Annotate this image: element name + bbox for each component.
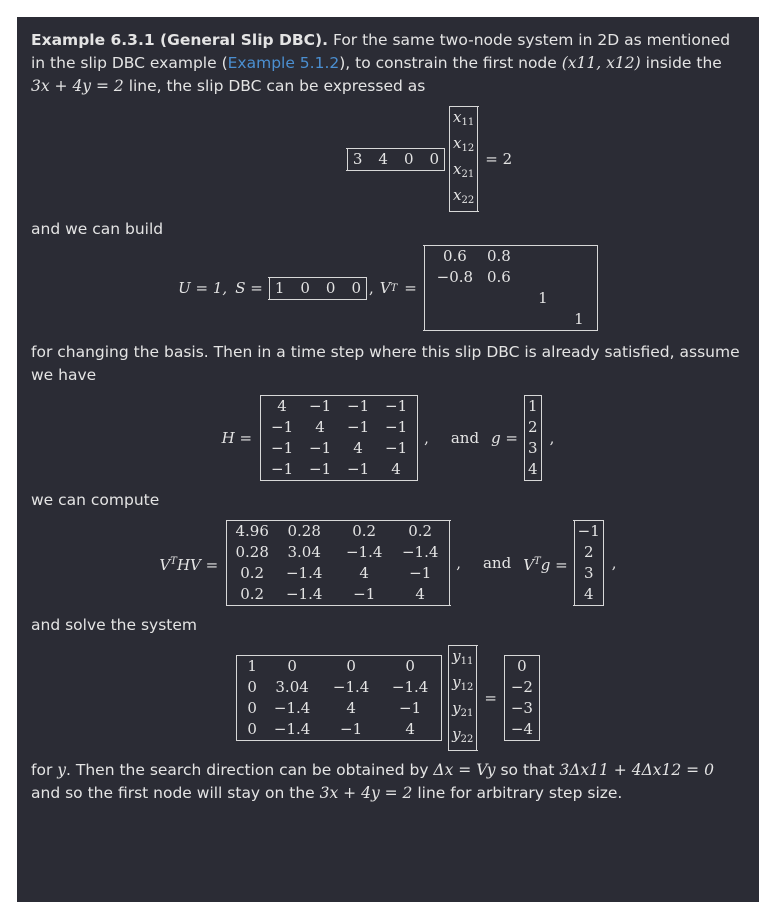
matrix-cell: −1.4 — [332, 678, 370, 696]
equation-rhs: = 2 — [485, 149, 513, 168]
matrix-cell: 0 — [287, 657, 297, 675]
solve-paragraph: and solve the system — [31, 616, 197, 634]
hessian-gradient-equation — [31, 395, 745, 481]
constraint-increment-equation: 3Δx11 + 4Δx12 = 0 — [559, 761, 714, 779]
vector-cell: $y_{22}$ — [452, 725, 474, 745]
vtg-label — [523, 550, 567, 577]
x-vector — [449, 106, 478, 212]
matrix-cell: 4 — [277, 397, 287, 415]
vthv-matrix — [226, 520, 450, 606]
basis-equation — [31, 245, 745, 331]
vector-cell: 2 — [528, 418, 538, 436]
matrix-cell — [567, 267, 591, 288]
and-text: and — [450, 428, 480, 447]
matrix-cell: 0 — [429, 149, 440, 168]
matrix-cell: −1 — [399, 699, 422, 717]
vtg-sup: T — [534, 555, 541, 567]
text-fragment: so that — [495, 761, 560, 779]
matrix-cell: 0.2 — [240, 564, 265, 582]
vector-cell: −4 — [510, 720, 533, 738]
matrix-cell: −0.8 — [436, 268, 474, 286]
rhs-vector — [504, 655, 540, 741]
example-link[interactable]: Example 5.1.2 — [227, 54, 340, 72]
matrix-cell: 0 — [247, 720, 257, 738]
text-fragment: inside the — [640, 54, 722, 72]
vector-cell: 2 — [583, 543, 594, 561]
text-fragment: and so the first node will stay on the — [31, 784, 320, 802]
matrix-cell: −1 — [385, 397, 408, 415]
matrix-cell — [567, 288, 591, 309]
matrix-cell: 0 — [325, 278, 336, 297]
matrix-cell: 1 — [574, 310, 584, 328]
text-fragment: ), to constrain the first node — [339, 54, 562, 72]
matrix-cell: −1 — [309, 439, 332, 457]
matrix-cell: −1.4 — [401, 543, 439, 561]
line-equation: 3x + 4y = 2 — [319, 784, 413, 802]
matrix-cell — [431, 288, 479, 309]
vector-cell: 3 — [583, 564, 594, 582]
matrix-cell: 4 — [359, 564, 369, 582]
matrix-cell: 0.6 — [442, 247, 467, 265]
matrix-cell: 3.04 — [287, 543, 321, 561]
matrix-cell: 0 — [403, 149, 414, 168]
s-label: S = — [235, 278, 263, 297]
matrix-cell: −1 — [271, 460, 294, 478]
text-fragment: . Then the search direction can be obtained by — [66, 761, 434, 779]
vt-sup: T — [390, 282, 398, 294]
vector-cell: $x_{12}$ — [453, 134, 475, 154]
u-definition: U = 1, — [178, 278, 228, 297]
matrix-cell: 0.2 — [240, 585, 265, 603]
matrix-cell: −1.4 — [285, 585, 323, 603]
matrix-cell: −1 — [385, 439, 408, 457]
matrix-cell — [431, 309, 479, 330]
matrix-cell: −1.4 — [285, 564, 323, 582]
matrix-cell: −1 — [271, 439, 294, 457]
comma: , — [611, 553, 617, 572]
compute-paragraph: we can compute — [31, 491, 160, 509]
vector-cell: −2 — [510, 678, 533, 696]
comma: , — [369, 278, 374, 297]
example-heading: Example 6.3.1 (General Slip DBC). — [31, 31, 329, 49]
line-equation: 3x + 4y = 2 — [31, 77, 124, 95]
comma: , — [456, 553, 461, 572]
h-label: H = — [221, 428, 253, 447]
matrix-cell: −1 — [385, 418, 408, 436]
text-fragment: for — [31, 761, 58, 779]
matrix-cell: 3 — [352, 149, 363, 168]
transformed-system-equation — [31, 520, 745, 606]
vthv-sup: T — [170, 555, 177, 567]
matrix-cell: 0 — [405, 657, 415, 675]
matrix-cell: 0 — [351, 278, 361, 297]
matrix-cell: 1 — [274, 278, 285, 297]
matrix-cell: 4 — [353, 439, 363, 457]
linear-system-equation — [31, 645, 745, 751]
vt-equals: = — [404, 278, 417, 297]
basis-paragraph: for changing the basis. Then in a time step where this slip DBC is already satisfied, assume we have — [31, 343, 740, 384]
matrix-cell: 0.2 — [408, 522, 433, 540]
vector-cell: $x_{22}$ — [453, 186, 475, 206]
matrix-cell: 0 — [247, 699, 257, 717]
vector-cell: $y_{11}$ — [452, 647, 474, 667]
text-fragment: line, the slip DBC can be expressed as — [123, 77, 426, 95]
matrix-cell: −1.4 — [273, 720, 311, 738]
example-card — [17, 17, 759, 902]
h-matrix — [260, 395, 418, 481]
matrix-cell: −1 — [309, 460, 332, 478]
y-symbol: y — [57, 761, 67, 779]
and-text: and — [482, 553, 512, 572]
matrix-cell: 0.2 — [352, 522, 377, 540]
matrix-cell: −1 — [347, 418, 370, 436]
vtg-v: V — [523, 555, 535, 574]
matrix-cell: 0 — [346, 657, 356, 675]
conclusion-paragraph — [31, 759, 745, 805]
vtg-rest: g = — [540, 555, 568, 574]
matrix-cell — [479, 288, 519, 309]
vt-label: V — [379, 278, 391, 297]
matrix-cell: 4 — [405, 720, 415, 738]
search-direction-equation: Δx = Vy — [433, 761, 496, 779]
comma: , — [424, 428, 429, 447]
matrix-cell: 4 — [346, 699, 356, 717]
matrix-cell — [519, 246, 567, 267]
g-vector — [524, 395, 542, 481]
vthv-label — [159, 550, 218, 577]
matrix-cell: −1 — [409, 564, 432, 582]
vector-cell: 4 — [528, 460, 538, 478]
matrix-cell: 0 — [300, 278, 310, 297]
y-vector — [448, 645, 477, 751]
vector-cell: −1 — [577, 522, 600, 540]
matrix-cell — [519, 309, 567, 330]
vector-cell: 3 — [528, 439, 538, 457]
vector-cell: $x_{21}$ — [453, 160, 475, 180]
matrix-cell: −1 — [353, 585, 376, 603]
matrix-cell: 0 — [247, 678, 257, 696]
vector-cell: −3 — [510, 699, 533, 717]
matrix-cell — [519, 267, 567, 288]
matrix-cell: −1 — [347, 397, 370, 415]
vector-cell: $y_{12}$ — [452, 673, 474, 693]
vtg-vector — [574, 520, 604, 606]
matrix-cell: 0.8 — [486, 247, 511, 265]
s-matrix — [269, 277, 367, 300]
node-coordinates: (x11, x12) — [561, 54, 641, 72]
vector-cell: 1 — [528, 397, 538, 415]
matrix-cell: 0.28 — [235, 543, 269, 561]
vt-matrix — [424, 245, 598, 331]
matrix-cell: 1 — [538, 289, 548, 307]
vector-cell: $y_{21}$ — [452, 699, 474, 719]
constraint-row-matrix — [347, 148, 445, 171]
vector-cell: $x_{11}$ — [453, 108, 475, 128]
equals: = — [484, 688, 497, 707]
matrix-cell: 0.28 — [287, 522, 321, 540]
matrix-cell — [567, 246, 591, 267]
matrix-cell: −1.4 — [345, 543, 383, 561]
text-fragment: For the same two-node system in 2D as mentioned in the slip DBC example ( — [31, 31, 731, 72]
matrix-cell: 4 — [378, 149, 388, 168]
vector-cell: 4 — [583, 585, 594, 603]
matrix-cell: 4 — [315, 418, 325, 436]
matrix-cell: 0.6 — [486, 268, 511, 286]
matrix-cell: 4.96 — [235, 522, 269, 540]
vthv-v: V — [159, 555, 171, 574]
vthv-rest: HV = — [176, 555, 219, 574]
g-label: g = — [491, 428, 519, 447]
matrix-cell: −1.4 — [391, 678, 429, 696]
matrix-cell: 4 — [415, 585, 425, 603]
text-fragment: line for arbitrary step size. — [412, 784, 623, 802]
matrix-cell: −1 — [271, 418, 294, 436]
build-paragraph: and we can build — [31, 220, 164, 238]
system-matrix — [236, 655, 442, 741]
matrix-cell: −1 — [347, 460, 370, 478]
matrix-cell: 4 — [391, 460, 401, 478]
slip-dbc-equation — [31, 106, 745, 212]
matrix-cell: −1 — [340, 720, 363, 738]
matrix-cell — [479, 309, 519, 330]
comma: , — [549, 428, 555, 447]
intro-paragraph — [31, 29, 745, 98]
matrix-cell: 1 — [247, 657, 257, 675]
matrix-cell: 3.04 — [275, 678, 309, 696]
matrix-cell: −1 — [309, 397, 332, 415]
vector-cell: 0 — [517, 657, 527, 675]
matrix-cell: −1.4 — [273, 699, 311, 717]
